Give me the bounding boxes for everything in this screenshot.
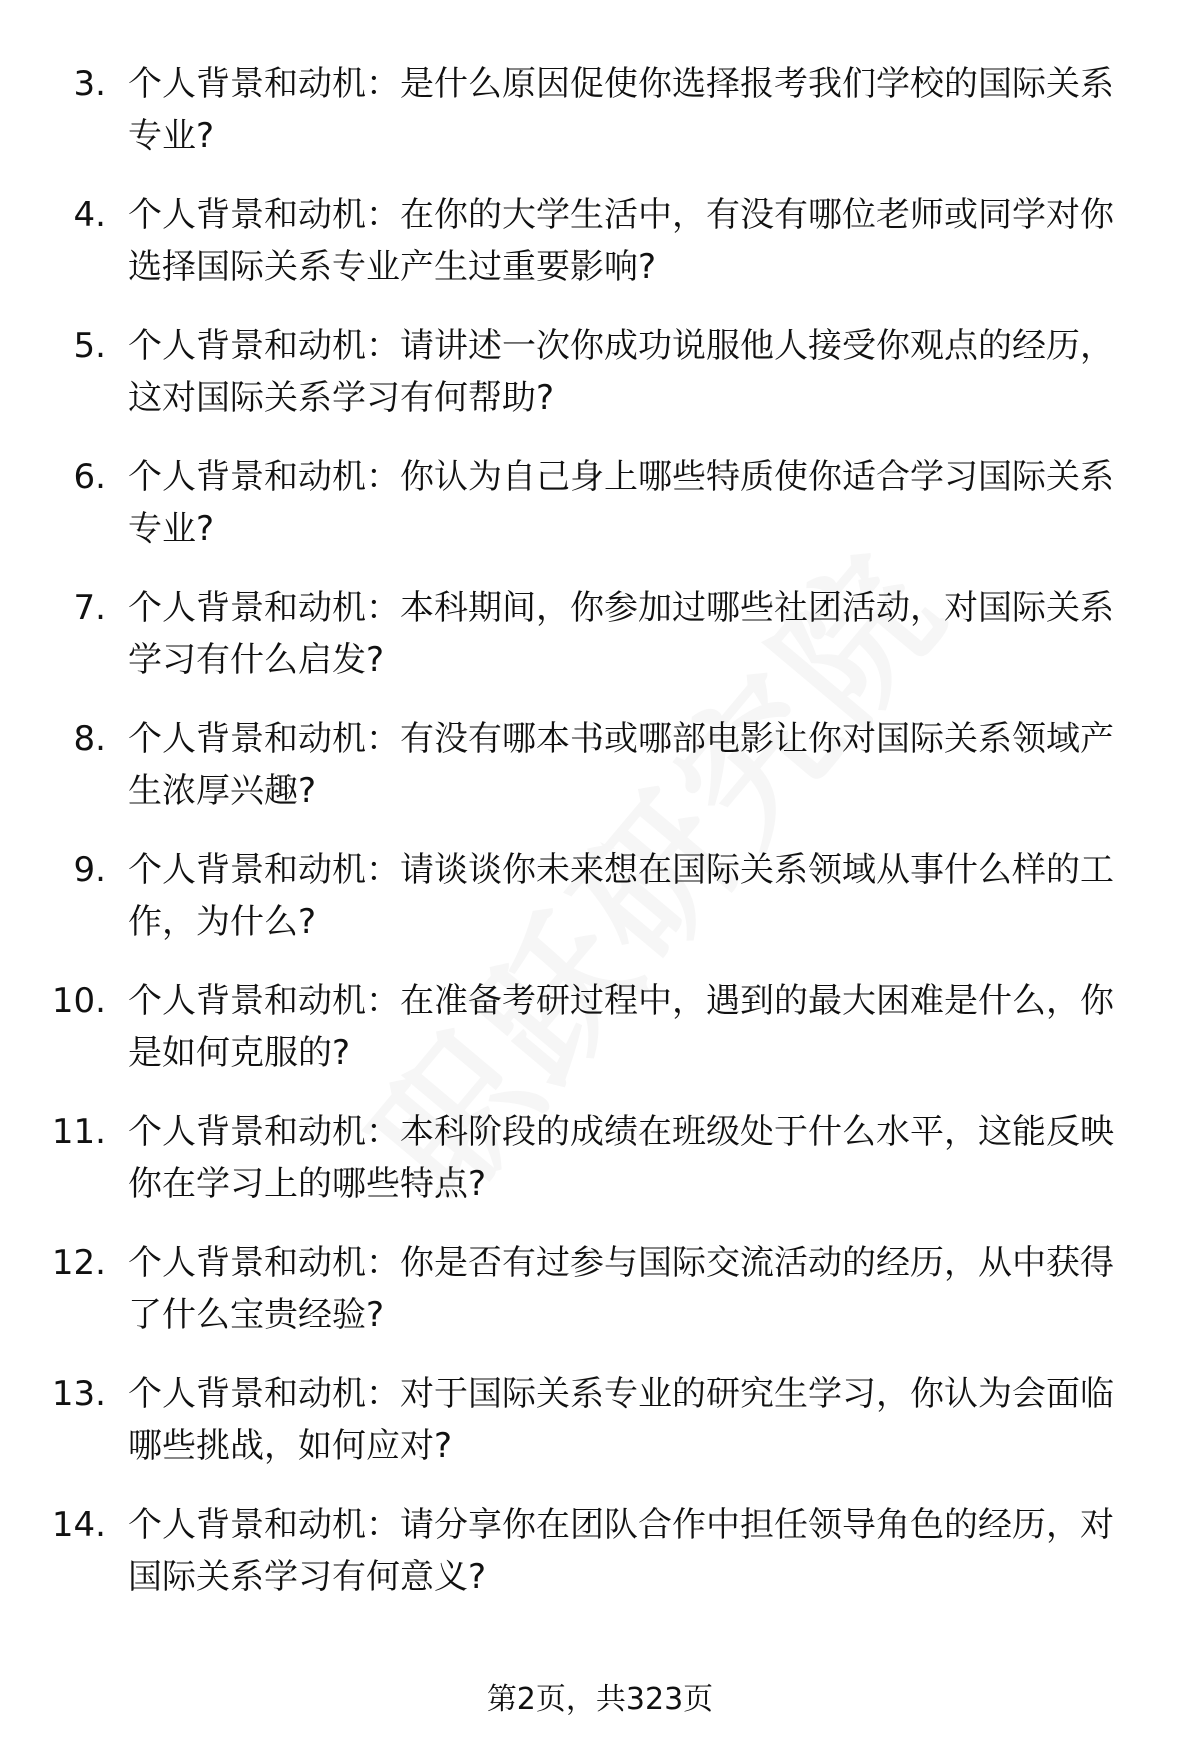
list-item <box>0 1237 1200 1368</box>
list-item <box>0 320 1200 451</box>
question-text: 个人背景和动机：请讲述一次你成功说服他人接受你观点的经历，这对国际关系学习有何帮助? <box>128 326 1114 418</box>
list-item <box>0 713 1200 844</box>
question-text: 个人背景和动机：你是否有过参与国际交流活动的经历，从中获得了什么宝贵经验? <box>128 1243 1114 1335</box>
question-number: 12. <box>51 1243 106 1283</box>
list-item <box>0 451 1200 582</box>
question-number: 13. <box>51 1374 106 1414</box>
page-number: 第2页，共323页 <box>486 1682 714 1717</box>
list-item <box>0 844 1200 975</box>
list-item <box>0 582 1200 713</box>
question-text: 个人背景和动机：本科阶段的成绩在班级处于什么水平，这能反映你在学习上的哪些特点? <box>128 1112 1114 1204</box>
question-number: 4. <box>73 195 106 235</box>
question-text: 个人背景和动机：请分享你在团队合作中担任领导角色的经历，对国际关系学习有何意义? <box>128 1505 1114 1597</box>
question-text: 个人背景和动机：请谈谈你未来想在国际关系领域从事什么样的工作，为什么? <box>128 850 1114 942</box>
list-item <box>0 1499 1200 1630</box>
list-item <box>0 1106 1200 1237</box>
question-number: 9. <box>73 850 106 890</box>
question-text: 个人背景和动机：是什么原因促使你选择报考我们学校的国际关系专业? <box>128 64 1114 156</box>
question-number: 7. <box>73 588 106 628</box>
question-number: 3. <box>73 64 106 104</box>
question-text: 个人背景和动机：在准备考研过程中，遇到的最大困难是什么，你是如何克服的? <box>128 981 1114 1073</box>
question-number: 10. <box>51 981 106 1021</box>
question-text: 个人背景和动机：本科期间，你参加过哪些社团活动，对国际关系学习有什么启发? <box>128 588 1114 680</box>
question-text: 个人背景和动机：你认为自己身上哪些特质使你适合学习国际关系专业? <box>128 457 1114 549</box>
question-number: 5. <box>73 326 106 366</box>
question-number: 14. <box>51 1505 106 1545</box>
question-text: 个人背景和动机：有没有哪本书或哪部电影让你对国际关系领域产生浓厚兴趣? <box>128 719 1114 811</box>
list-item <box>0 58 1200 189</box>
question-number: 6. <box>73 457 106 497</box>
question-text: 个人背景和动机：对于国际关系专业的研究生学习，你认为会面临哪些挑战，如何应对? <box>128 1374 1114 1466</box>
question-number: 8. <box>73 719 106 759</box>
list-item <box>0 975 1200 1106</box>
question-number: 11. <box>51 1112 106 1152</box>
question-text: 个人背景和动机：在你的大学生活中，有没有哪位老师或同学对你选择国际关系专业产生过重要影响? <box>128 195 1114 287</box>
list-item <box>0 189 1200 320</box>
list-item <box>0 1368 1200 1499</box>
question-list <box>0 58 1200 1630</box>
